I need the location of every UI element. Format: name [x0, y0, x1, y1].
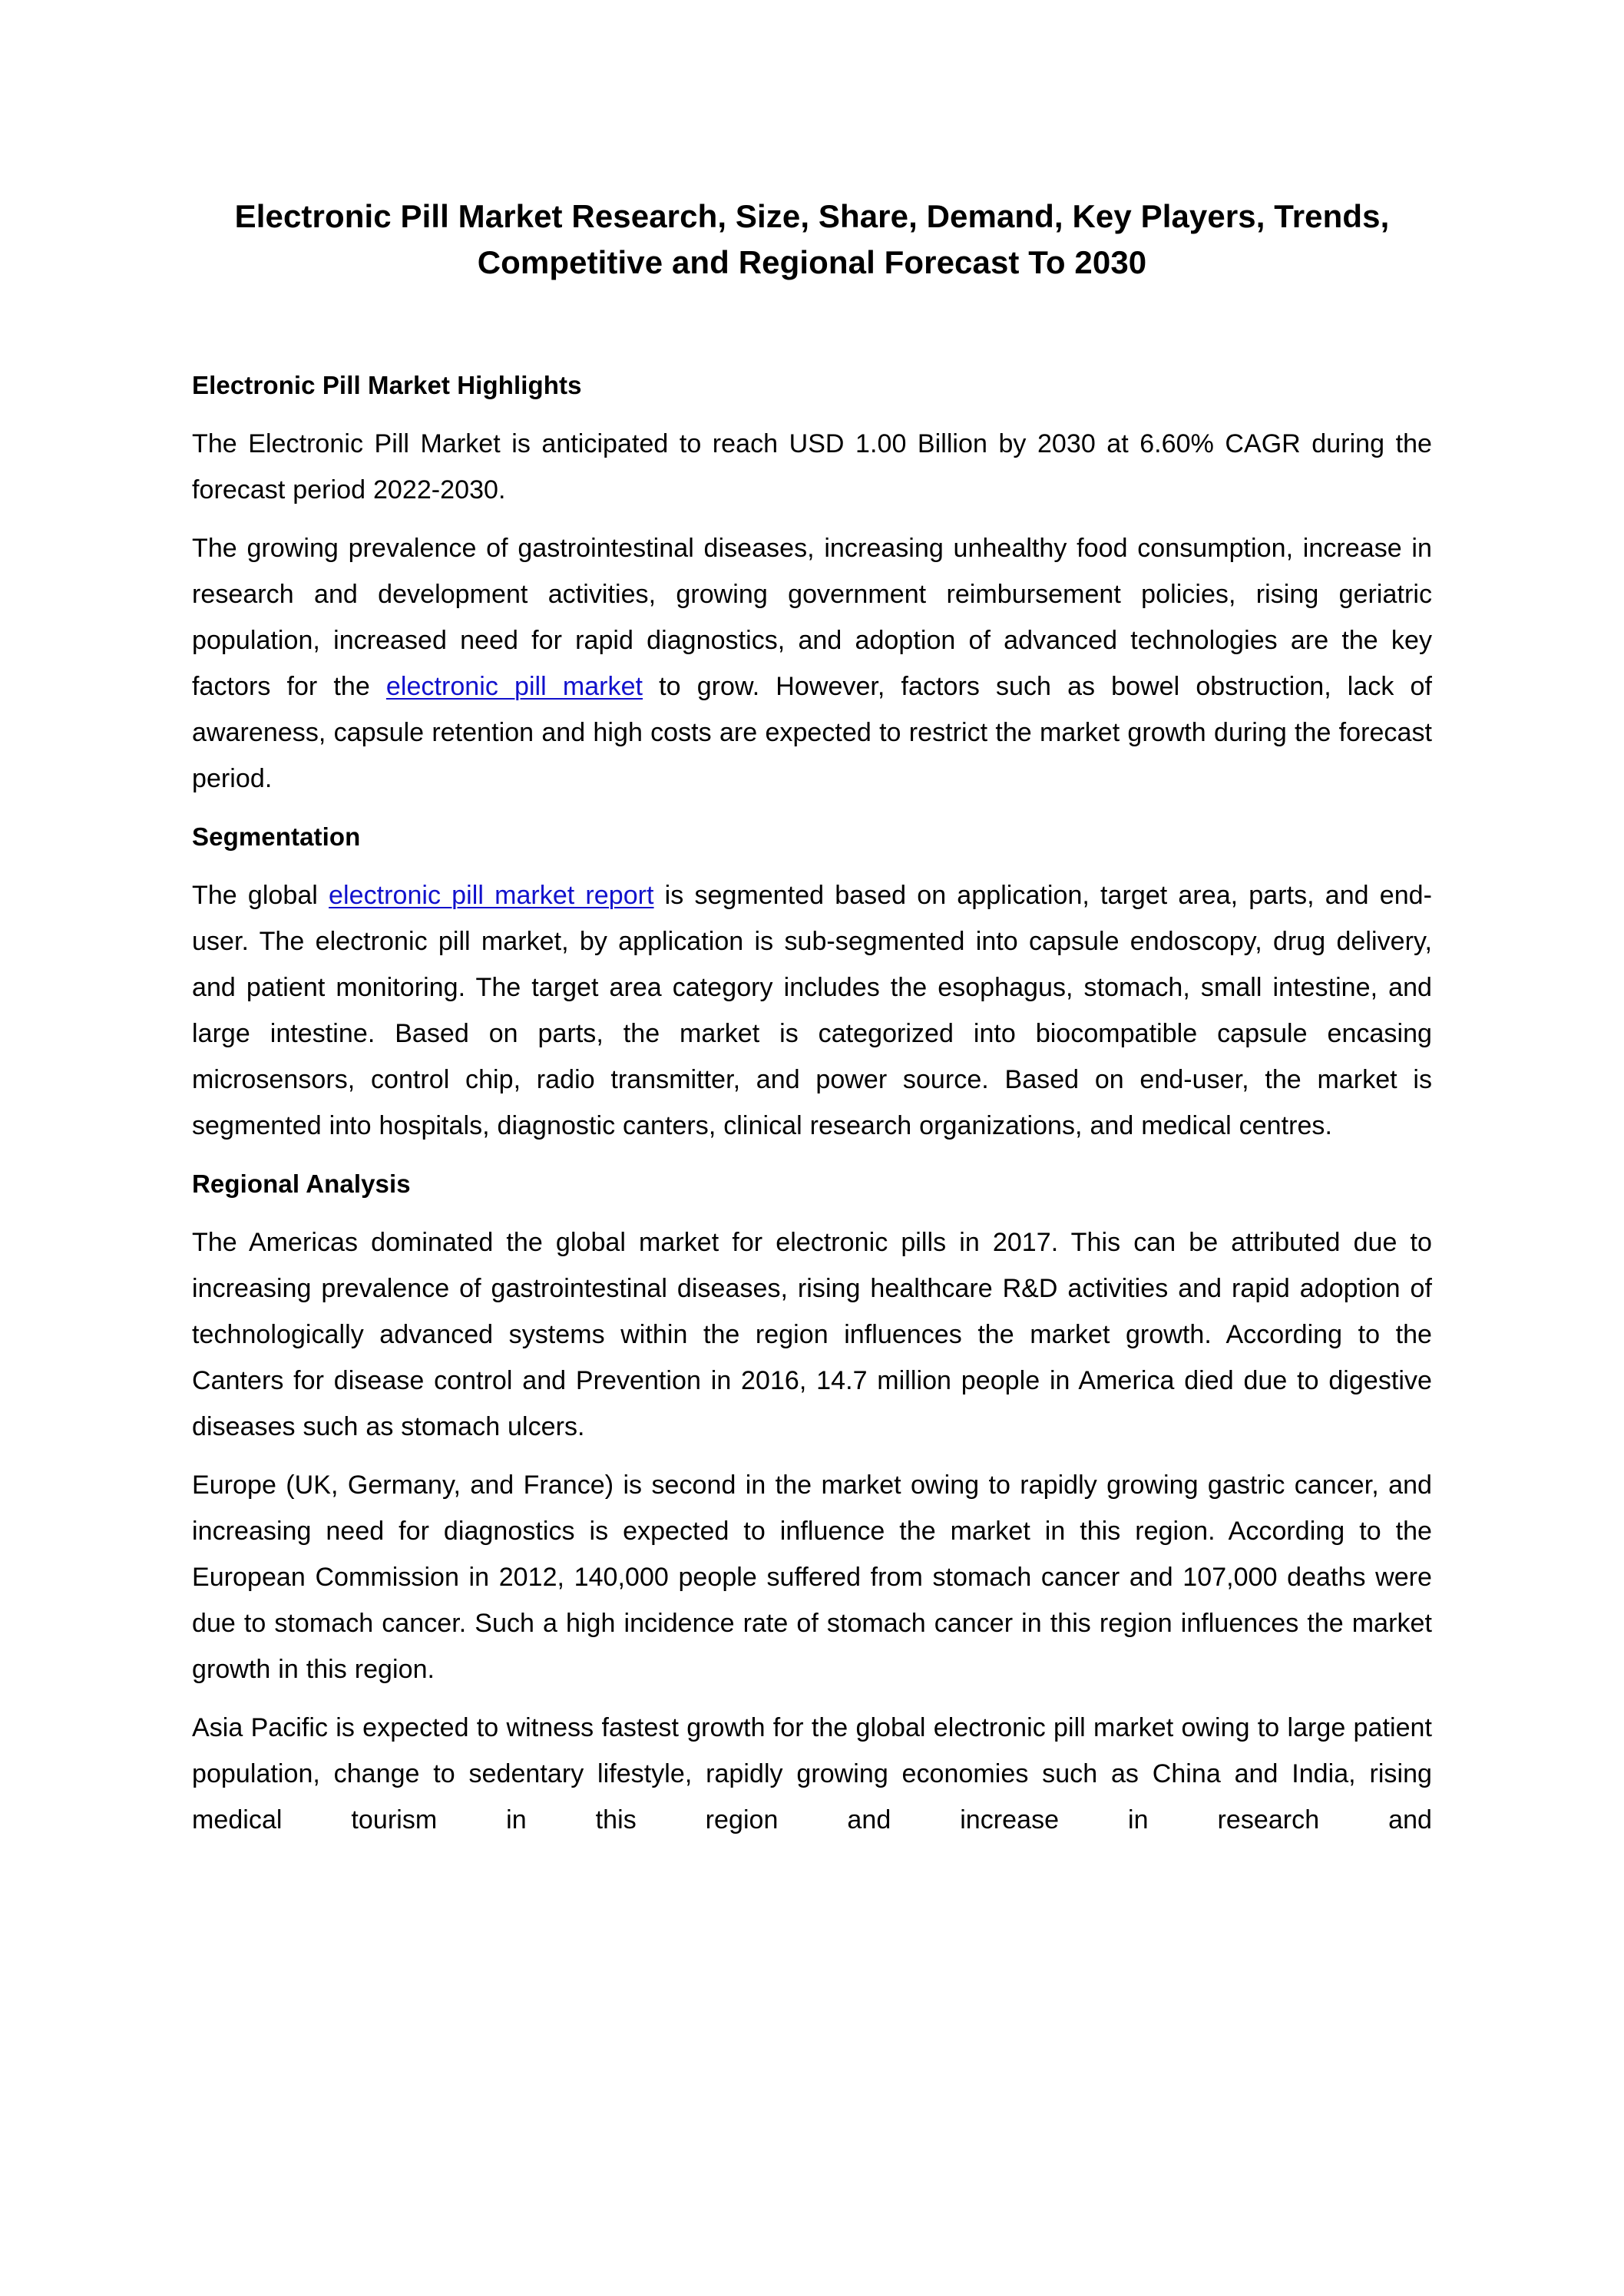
title-spacer	[192, 286, 1432, 362]
spacer	[192, 802, 1432, 814]
heading-electronic-pill-market-highlights: Electronic Pill Market Highlights	[192, 371, 582, 399]
paragraph-segmentation	[192, 872, 1432, 1149]
document-title-line-2: Competitive and Regional Forecast To 2030	[477, 244, 1147, 280]
paragraph-highlights-forecast: The Electronic Pill Market is anticipated to reach USD 1.00 Billion by 2030 at 6.60% CAGR during the forecast period 2022-2030.	[192, 429, 1432, 505]
paragraph-regional-europe: Europe (UK, Germany, and France) is second in the market owing to rapidly growing gastric cancer, and increasing need for diagnostics is expected to influence the market in this region. According to the European Commission in 2012, 140,000 people suffered from stomach cancer and 107,000 deaths were due to stomach cancer. Such a high incidence rate of stomach cancer in this region influences the market growth in this region.	[192, 1471, 1432, 1684]
paragraph-regional-americas: The Americas dominated the global market for electronic pills in 2017. This can be attributed due to increasing prevalence of gastrointestinal diseases, rising healthcare R&D activities and rapid adoption of technologically advanced systems within the region influences the market growth. According to the Canters for disease control and Prevention in 2016, 14.7 million people in America died due to digestive diseases such as stomach ulcers.	[192, 1228, 1432, 1441]
paragraph-regional-asia-pacific: Asia Pacific is expected to witness fastest growth for the global electronic pill market owing to large patient population, change to sedentary lifestyle, rapidly growing economies such as China and India, rising medical tourism in this region and increase in research and	[192, 1713, 1432, 1834]
document-title-line-1: Electronic Pill Market Research, Size, Share, Demand, Key Players, Trends,	[234, 198, 1390, 234]
paragraph-highlights-drivers-text-after-link: to grow. However, factors such as bowel obstruction, lack of awareness, capsule retention and high costs are expected to restrict the market growth during the forecast period.	[192, 672, 1432, 793]
spacer	[192, 513, 1432, 525]
link-electronic-pill-market[interactable]: electronic pill market	[385, 672, 643, 701]
spacer	[192, 1450, 1432, 1462]
spacer	[192, 1149, 1432, 1161]
document-title	[192, 0, 1432, 286]
spacer	[192, 1207, 1432, 1219]
spacer	[192, 1692, 1432, 1705]
heading-regional-analysis: Regional Analysis	[192, 1170, 411, 1198]
heading-segmentation: Segmentation	[192, 822, 361, 851]
paragraph-segmentation-text-after-link: is segmented based on application, target area, parts, and end-user. The electronic pill market, by application is sub-segmented into capsule endoscopy, drug delivery, and patient monitoring. The target area category includes the esophagus, stomach, small intestine, and large intestine. Based on parts, the market is categorized into biocompatible capsule encasing microsensors, control chip, radio transmitter, and power source. Based on end-user, the market is segmented into hospitals, diagnostic canters, clinical research organizations, and medical centres.	[192, 881, 1433, 1140]
paragraph-segmentation-text-before-link: The global	[192, 881, 329, 910]
spacer	[192, 409, 1432, 421]
paragraph-highlights-drivers-text-before-link: The growing prevalence of gastrointestinal diseases, increasing unhealthy food consumption, increase in research and development activities, growing government reimbursement policies, rising geriatric population, increased need for rapid diagnostics, and adoption of advanced technologies are the key factors for the	[192, 534, 1432, 701]
link-electronic-pill-market-report[interactable]: electronic pill market report	[329, 881, 654, 910]
paragraph-highlights-drivers	[192, 525, 1432, 802]
spacer	[192, 860, 1432, 872]
page-content-area	[192, 0, 1432, 1889]
